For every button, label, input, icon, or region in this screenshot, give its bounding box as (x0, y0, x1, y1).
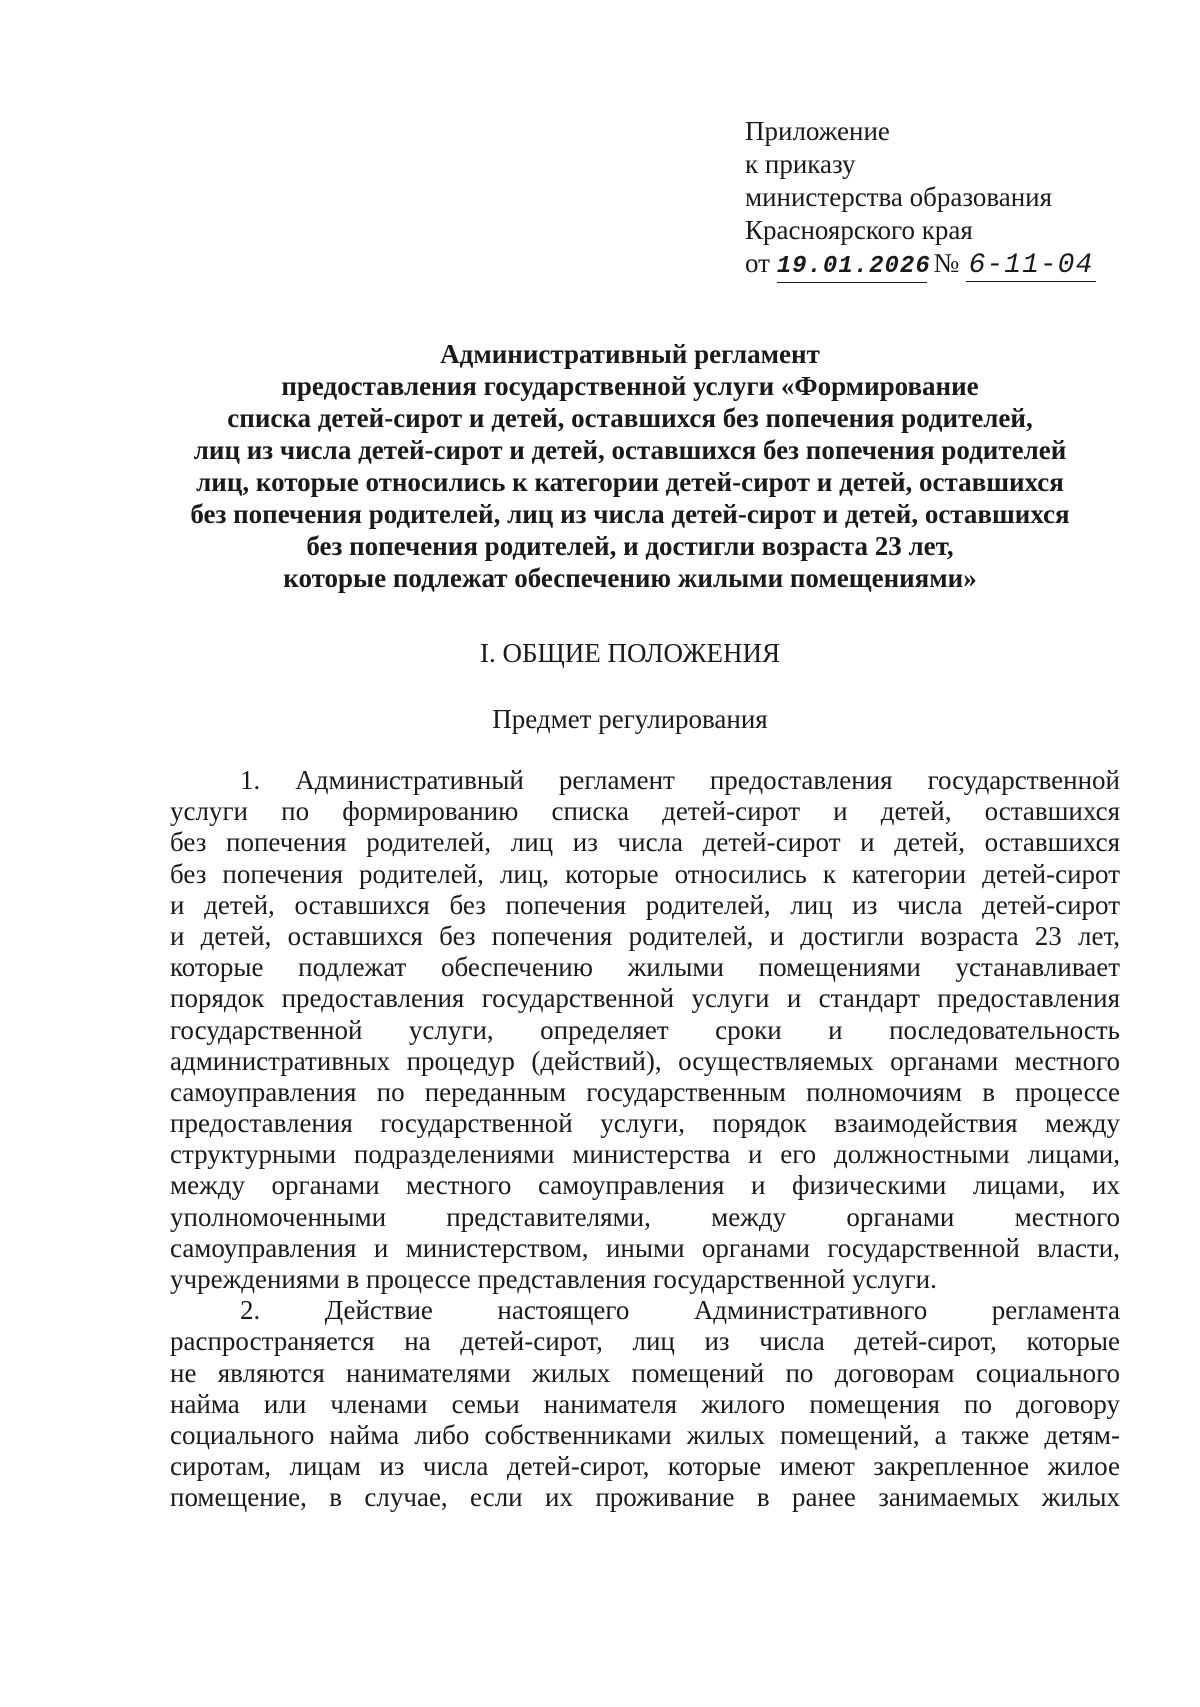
paragraph-line: государственной услуги, определяет сроки и последовательность (170, 1014, 1120, 1045)
paragraph-line: самоуправления по переданным государственным полномочиям в процессе (170, 1076, 1120, 1107)
paragraph-line: которые подлежат обеспечению жилыми помещениями устанавливает (170, 952, 1120, 983)
section-subheading: Предмет регулирования (492, 704, 768, 734)
paragraph-line: между органами местного самоуправления и физическими лицами, их (170, 1170, 1120, 1201)
paragraph-line: 2. Действие настоящего Административного регламента (240, 1295, 1120, 1326)
paragraph-line: предоставления государственной услуги, порядок взаимодействия между (170, 1108, 1120, 1139)
order-date: 19.01.2026 (777, 252, 927, 283)
paragraph-line: уполномоченными представителями, между органами местного (170, 1201, 1120, 1232)
paragraph-line: социального найма либо собственниками жилых помещений, а также детям- (170, 1419, 1120, 1450)
order-reference (745, 247, 1096, 283)
title-line: предоставления государственной услуги «Формирование (281, 371, 979, 401)
paragraph-line: найма или членами семьи нанимателя жилого помещения по договору (170, 1388, 1120, 1419)
paragraph-line: самоуправления и министерством, иными органами государственной власти, (170, 1232, 1120, 1263)
paragraph-line: без попечения родителей, лиц из числа детей-сирот и детей, оставшихся (170, 827, 1120, 858)
title-line: без попечения родителей, и достигли возраста 23 лет, (306, 531, 954, 561)
appendix-line: к приказу (745, 149, 856, 179)
title-line: списка детей-сирот и детей, оставшихся без попечения родителей, (227, 403, 1033, 433)
paragraph-line: не являются нанимателями жилых помещений по договорам социального (170, 1357, 1120, 1388)
paragraph-line: и детей, оставшихся без попечения родителей, лиц из числа детей-сирот (170, 889, 1120, 920)
appendix-block (745, 115, 1096, 283)
document-title (160, 338, 1100, 594)
paragraph-line: распространяется на детей-сирот, лиц из числа детей-сирот, которые (170, 1326, 1120, 1357)
paragraph-line: и детей, оставшихся без попечения родителей, и достигли возраста 23 лет, (170, 920, 1120, 951)
title-line: лиц, которые относились к категории детей-сирот и детей, оставшихся (196, 467, 1064, 497)
paragraph-line: сиротам, лицам из числа детей-сирот, которые имеют закрепленное жилое (170, 1451, 1120, 1482)
appendix-line: Приложение (745, 116, 890, 146)
paragraph-line: помещение, в случае, если их проживание в ранее занимаемых жилых (170, 1482, 1120, 1513)
appendix-line: Красноярского края (745, 215, 973, 245)
paragraph-line: порядок предоставления государственной услуги и стандарт предоставления (170, 983, 1120, 1014)
paragraph-line: услуги по формированию списка детей-сирот и детей, оставшихся (170, 796, 1120, 827)
paragraph-line: структурными подразделениями министерства и его должностными лицами, (170, 1139, 1120, 1170)
paragraph-line: учреждениями в процессе представления государственной услуги. (170, 1264, 937, 1294)
title-line: без попечения родителей, лиц из числа детей-сирот и детей, оставшихся (190, 499, 1070, 529)
paragraph-line: без попечения родителей, лиц, которые относились к категории детей-сирот (170, 858, 1120, 889)
body-text (170, 765, 1120, 1514)
order-prefix: от (745, 248, 770, 278)
title-line: Административный регламент (440, 339, 820, 369)
order-number-sign: № (933, 248, 960, 278)
order-number: 6-11-04 (966, 251, 1096, 282)
appendix-line: министерства образования (745, 182, 1053, 212)
paragraph-line: 1. Административный регламент предоставления государственной (240, 765, 1120, 795)
title-line: лиц из числа детей-сирот и детей, оставшихся без попечения родителей (193, 435, 1067, 465)
title-line: которые подлежат обеспечению жилыми помещениями» (283, 563, 977, 593)
section-heading: I. ОБЩИЕ ПОЛОЖЕНИЯ (480, 638, 780, 668)
paragraph-line: административных процедур (действий), осуществляемых органами местного (170, 1045, 1120, 1076)
